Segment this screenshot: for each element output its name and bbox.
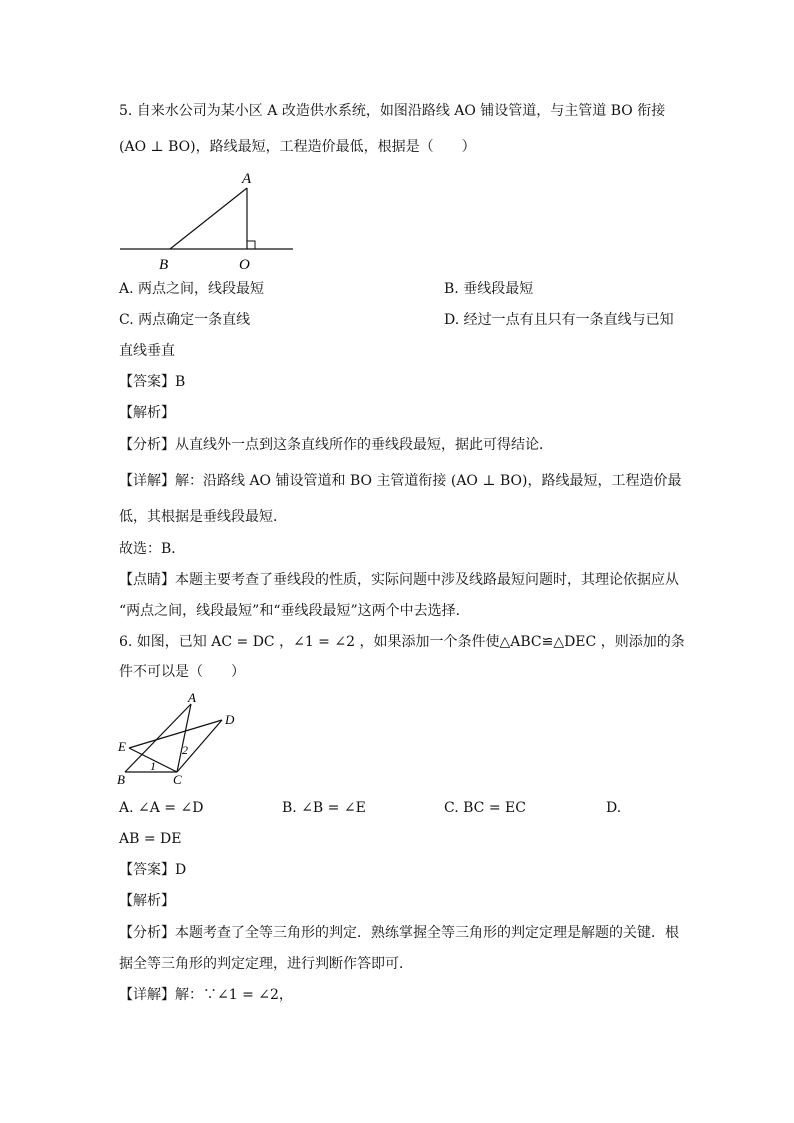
q5-stem-line2: (AO ⊥ BO)，路线最短，工程造价最低，根据是（ ） <box>119 139 476 155</box>
q6-segment-ac <box>177 704 191 772</box>
q5-option-b: B. 垂线段最短 <box>444 281 534 297</box>
q6-stem-line1: 6. 如图，已知 AC = DC ，∠1 = ∠2 ，如果添加一个条件使△ABC≌△DEC ，则添加的条 <box>119 634 685 650</box>
q5-analysis-title: 【解析】 <box>119 405 175 421</box>
q6-segment-ed <box>129 720 222 748</box>
q6-label-b: B <box>117 772 125 787</box>
q6-stem-line2: 件不可以是（ ） <box>119 664 245 680</box>
q5-guxuan: 故选：B． <box>119 541 186 557</box>
q5-xiangjie-line2: 低，其根据是垂线段最短． <box>119 509 287 525</box>
q6-xiangjie: 【详解】解：∵∠1 = ∠2， <box>119 987 293 1003</box>
q6-answer: 【答案】D <box>119 862 187 878</box>
q5-dianjing-line2: “两点之间，线段最短”和“垂线段最短”这两个中去选择． <box>119 603 470 619</box>
q5-option-a: A. 两点之间，线段最短 <box>119 281 265 297</box>
q6-label-e: E <box>118 739 126 754</box>
q5-label-b: B <box>159 257 169 273</box>
q6-angle-1-label: 1 <box>150 759 156 773</box>
q5-xiangjie-line1: 【详解】解：沿路线 AO 铺设管道和 BO 主管道衔接 (AO ⊥ BO)，路线最短，工程造价最 <box>119 473 682 489</box>
q6-option-b: B. ∠B = ∠E <box>282 800 366 816</box>
q6-analysis-title: 【解析】 <box>119 893 175 909</box>
q6-fenxi-line2: 据全等三角形的判定定理，进行判断作答即可． <box>119 956 413 972</box>
q6-option-d-cont: AB = DE <box>119 831 182 847</box>
q5-answer: 【答案】B <box>119 374 186 390</box>
q6-label-c: C <box>173 772 182 787</box>
q6-angle-2-label: 2 <box>182 743 188 757</box>
q5-label-a: A <box>242 171 252 187</box>
q5-option-c: C. 两点确定一条直线 <box>119 312 251 328</box>
q5-option-d-cont: 直线垂直 <box>119 343 175 359</box>
q5-label-o: O <box>239 257 250 273</box>
q5-segment-ab <box>170 188 247 249</box>
q5-option-d: D. 经过一点有且只有一条直线与已知 <box>444 312 674 328</box>
q6-option-a: A. ∠A = ∠D <box>119 800 204 816</box>
q6-label-a: A <box>188 690 196 705</box>
q6-segment-ab <box>125 704 191 772</box>
q6-figure <box>115 690 245 790</box>
q5-right-angle-mark <box>247 241 255 249</box>
q5-stem-line1: 5. 自来水公司为某小区 A 改造供水系统，如图沿路线 AO 铺设管道，与主管道 BO 衔接 <box>119 103 666 119</box>
q6-option-c: C. BC = EC <box>444 800 526 816</box>
q5-dianjing-line1: 【点睛】本题主要考查了垂线段的性质，实际问题中涉及线路最短问题时，其理论依据应从 <box>119 572 679 588</box>
q5-fenxi: 【分析】从直线外一点到这条直线所作的垂线段最短，据此可得结论． <box>119 437 553 453</box>
q5-figure <box>115 168 300 276</box>
q6-label-d: D <box>225 712 235 727</box>
q6-option-d: D. <box>606 800 622 816</box>
q6-fenxi-line1: 【分析】本题考查了全等三角形的判定．熟练掌握全等三角形的判定定理是解题的关键．根 <box>119 925 679 941</box>
